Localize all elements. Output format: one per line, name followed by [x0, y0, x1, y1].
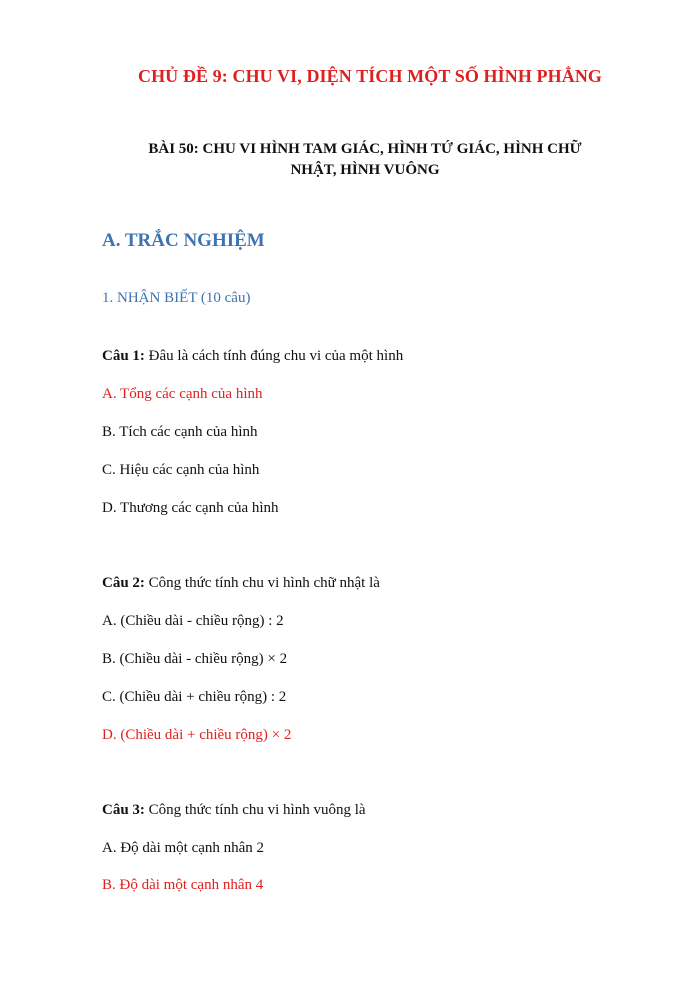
question-2-option-d: D. (Chiều dài + chiều rộng) × 2: [102, 727, 292, 743]
question-2: [102, 575, 380, 592]
subsection-title: 1. NHẬN BIẾT (10 câu): [102, 290, 251, 306]
question-3-option-b: B. Độ dài một cạnh nhân 4: [102, 877, 264, 893]
lesson-title: [115, 139, 615, 181]
question-1-option-a: A. Tổng các cạnh của hình: [102, 386, 263, 402]
question-1-option-b: B. Tích các cạnh của hình: [102, 424, 258, 440]
question-1: [102, 348, 403, 365]
question-label: Câu 1:: [102, 348, 145, 364]
question-text: Đâu là cách tính đúng chu vi của một hình: [144, 348, 404, 364]
question-2-option-a: A. (Chiều dài - chiều rộng) : 2: [102, 613, 284, 629]
question-2-option-b: B. (Chiều dài - chiều rộng) × 2: [102, 651, 288, 667]
question-text: Công thức tính chu vi hình vuông là: [144, 802, 366, 818]
question-1-option-c: C. Hiệu các cạnh của hình: [102, 462, 260, 478]
question-text: Công thức tính chu vi hình chữ nhật là: [144, 575, 380, 591]
question-3: [102, 802, 366, 819]
question-3-option-a: A. Độ dài một cạnh nhân 2: [102, 840, 265, 856]
section-title: A. TRẮC NGHIỆM: [102, 230, 265, 251]
lesson-title-line-2: NHẬT, HÌNH VUÔNG: [290, 162, 440, 178]
question-label: Câu 3:: [102, 802, 145, 818]
question-label: Câu 2:: [102, 575, 145, 591]
lesson-title-line-1: BÀI 50: CHU VI HÌNH TAM GIÁC, HÌNH TỨ GIÁC, HÌNH CHỮ: [148, 141, 582, 157]
chapter-title: CHỦ ĐỀ 9: CHU VI, DIỆN TÍCH MỘT SỐ HÌNH PHẲNG: [137, 66, 603, 86]
question-1-option-d: D. Thương các cạnh của hình: [102, 500, 279, 516]
question-2-option-c: C. (Chiều dài + chiều rộng) : 2: [102, 689, 287, 705]
